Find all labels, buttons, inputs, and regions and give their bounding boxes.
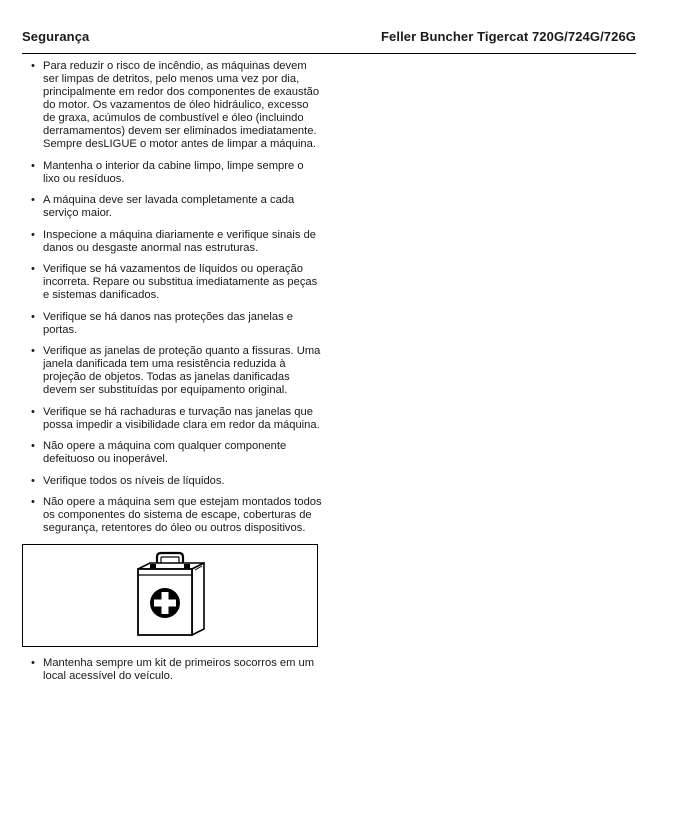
page-header	[22, 29, 636, 54]
list-item: • Não opere a máquina com qualquer componente defeituoso ou inoperável.	[22, 440, 322, 466]
product-title: Feller Buncher Tigercat 720G/724G/726G	[380, 29, 636, 44]
list-item: • Inspecione a máquina diariamente e verifique sinais de danos ou desgaste anormal nas estruturas.	[22, 229, 322, 255]
list-item: • Verifique se há rachaduras e turvação nas janelas que possa impedir a visibilidade clara em redor da máquina.	[22, 406, 322, 432]
list-item: • Verifique se há vazamentos de líquidos ou operação incorreta. Repare ou substitua imediatamente as peças e sistemas danificados.	[22, 263, 322, 302]
list-item: • Não opere a máquina sem que estejam montados todos os componentes do sistema de escape, coberturas de segurança, retentores do óleo ou outros dispositivos.	[22, 496, 322, 535]
first-aid-kit-icon	[133, 551, 209, 639]
content-column	[22, 60, 322, 691]
first-aid-figure	[22, 544, 318, 647]
list-item: • Mantenha o interior da cabine limpo, limpe sempre o lixo ou resíduos.	[22, 160, 322, 186]
list-item: • Verifique as janelas de proteção quanto a fissuras. Uma janela danificada tem uma resistência reduzida à projeção de objetos. Todas as janelas danificadas devem ser substituídas por equipamento original.	[22, 345, 322, 397]
list-item: • A máquina deve ser lavada completamente a cada serviço maior.	[22, 194, 322, 220]
list-item: • Verifique todos os níveis de líquidos.	[22, 475, 322, 488]
list-item: • Verifique se há danos nas proteções das janelas e portas.	[22, 311, 322, 337]
safety-list	[22, 60, 322, 535]
list-item: • Mantenha sempre um kit de primeiros socorros em um local acessível do veículo.	[22, 657, 322, 683]
section-title: Segurança	[22, 29, 90, 44]
safety-list-after	[22, 657, 322, 683]
list-item: • Para reduzir o risco de incêndio, as máquinas devem ser limpas de detritos, pelo menos uma vez por dia, principalmente em redor dos componentes de exaustão do motor. Os vazamentos de óleo hidráulico, excesso de graxa, acúmulos de combustível e óleo (incluindo derramamentos) devem ser eliminados imediatamente. Sempre desLIGUE o motor antes de limpar a máquina.	[22, 60, 322, 151]
